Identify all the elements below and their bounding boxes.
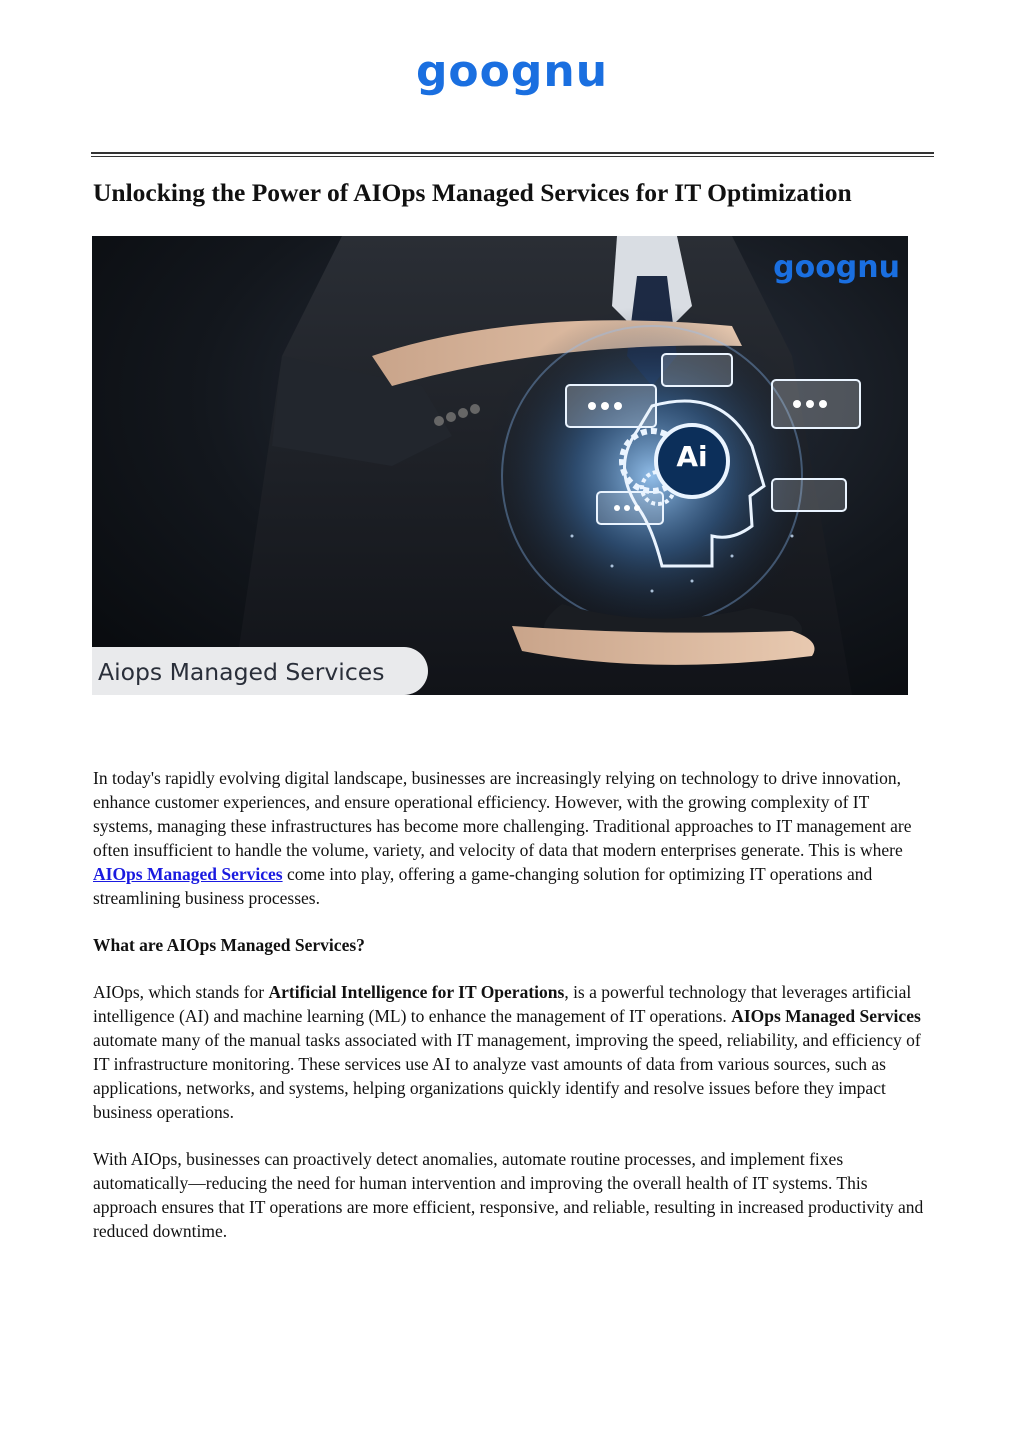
- definition-bold-2: AIOps Managed Services: [731, 1006, 921, 1026]
- definition-text-2: , is a powerful technology that leverages artificial intelligence (AI) and machine learning (ML) to enhance the management of IT operations.: [93, 982, 912, 1026]
- article-body: [93, 766, 933, 1266]
- definition-bold-1: Artificial Intelligence for IT Operations: [268, 982, 565, 1002]
- benefits-paragraph: With AIOps, businesses can proactively detect anomalies, automate routine processes, and implement fixes automatically—reducing the need for human intervention and improving the overall health of IT systems. This approach ensures that IT operations are more efficient, responsive, and reliable, resulting in increased productivity and reduced downtime.: [93, 1149, 924, 1241]
- intro-paragraph: [93, 766, 933, 910]
- brand-logo[interactable]: [0, 46, 1024, 97]
- hero-brand-logo: goognu: [773, 250, 900, 285]
- section-heading: What are AIOps Managed Services?: [93, 935, 365, 955]
- definition-text-3: automate many of the manual tasks associated with IT management, improving the speed, reliability, and efficiency of IT infrastructure monitoring. These services use AI to analyze vast amounts of data from various sources, such as applications, networks, and systems, helping organizations quickly identify and resolve issues before they impact business operations.: [93, 1030, 921, 1122]
- aiops-managed-services-link[interactable]: AIOps Managed Services: [93, 864, 283, 884]
- hero-image: [92, 236, 908, 695]
- definition-paragraph: [93, 980, 933, 1124]
- article-title: Unlocking the Power of AIOps Managed Services for IT Optimization: [93, 178, 852, 207]
- header-divider: [91, 152, 934, 157]
- definition-text-1: AIOps, which stands for: [93, 982, 269, 1002]
- hero-caption: Aiops Managed Services: [92, 647, 428, 695]
- hero-ai-label: Ai: [676, 440, 708, 473]
- intro-text-1: In today's rapidly evolving digital landscape, businesses are increasingly relying on technology to drive innovation, enhance customer experiences, and ensure operational efficiency. However, with the growing complexity of IT systems, managing these infrastructures has become more challenging. Traditional approaches to IT management are often insufficient to handle the volume, variety, and velocity of data that modern enterprises generate. This is where: [93, 768, 912, 860]
- hero-illustration: [92, 236, 908, 695]
- ai-globe: [482, 306, 822, 646]
- intro-text-2: come into play, offering a game-changing solution for optimizing IT operations and streamlining business processes.: [93, 864, 873, 908]
- brand-logo-text: goognu: [415, 46, 609, 97]
